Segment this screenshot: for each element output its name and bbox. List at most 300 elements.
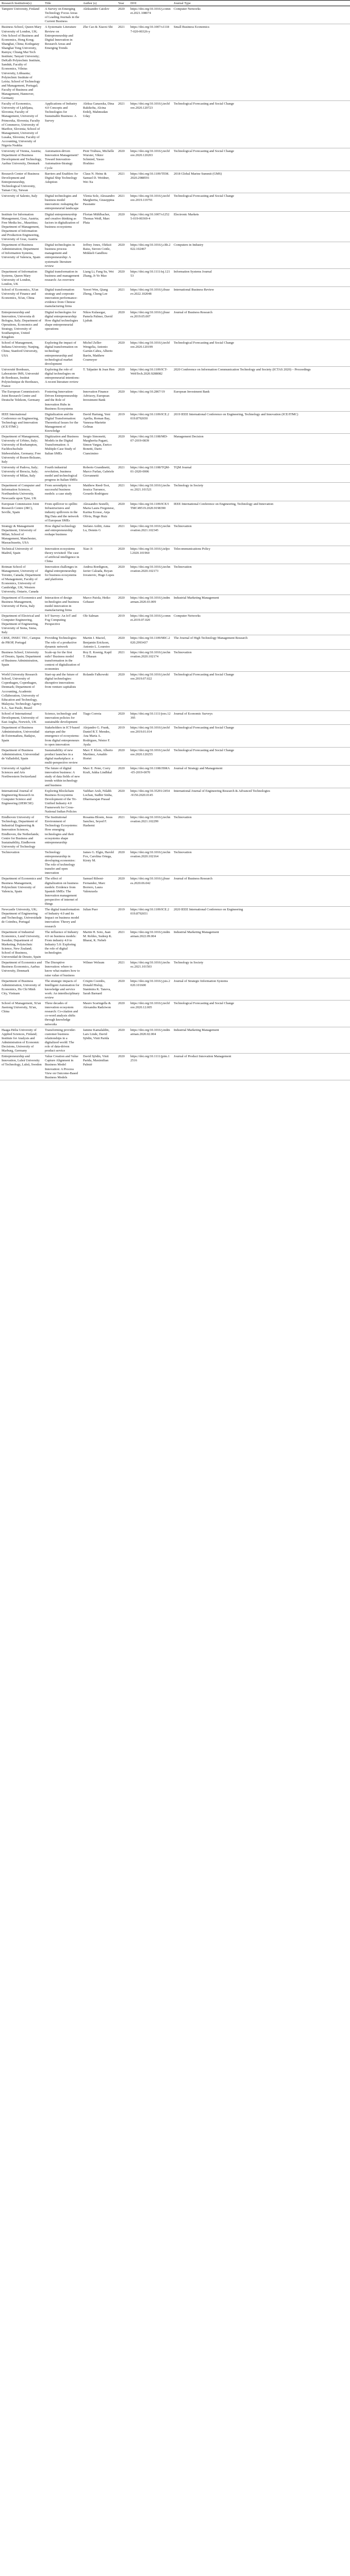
- cell-doi: https://doi.org/10.1016/j.telpol.2020.101960: [129, 546, 172, 564]
- cell-journal-type: Small Business Economics: [172, 24, 350, 101]
- cell-year: 2021: [116, 815, 129, 850]
- cell-journal-type: The Journal of High Technology Management Research: [172, 635, 350, 649]
- table-row: [0, 907, 350, 929]
- cell-journal-type: Technological Forecasting and Social Change: [172, 747, 350, 765]
- cell-journal-type: Technovation: [172, 523, 350, 546]
- cell-year: 2020: [116, 1001, 129, 1027]
- cell-institution: Department of Industrial Economics, Lund University, Sweden; Department of Marketing, Polytechnic Science, New Zealand; School of Business, Universidad de Deusto, Spain: [0, 929, 43, 960]
- cell-institution: Institute for Information Management, Graz, Austria; Free Media Inc., Mauritius; Department of Management, Department of Information and Production Engineering, University of Graz, Austria: [0, 211, 43, 242]
- cell-authors: Tiago Correia: [81, 711, 116, 725]
- table-row: [0, 649, 350, 671]
- table-row: [0, 389, 350, 411]
- cell-title: Digitization and Business Models in the Digital Transformation: A Multiple-Case Study of Italian SMEs: [43, 434, 81, 465]
- cell-authors: David Hartung, Yeni Aprilia, Roman Bay, Vanessa-Mariette Gelinas: [81, 411, 116, 433]
- cell-journal-type: Computer Networks: [172, 613, 350, 635]
- cell-year: 2020: [116, 766, 129, 788]
- cell-title: Transforming provider-customer business relationships in a digitalized world: The role of data-driven product service: [43, 1027, 81, 1054]
- cell-authors: Martin J. Maciel, Benjamin Erickson, Antonio L. Loureiro: [81, 635, 116, 649]
- table-row: [0, 595, 350, 613]
- cell-doi: https://doi.org/10.1108/MD-07-2019-0839: [129, 434, 172, 465]
- cell-journal-type: International Journal of Engineering Research & Advanced Technologies: [172, 788, 350, 815]
- cell-journal-type: Technology in Society: [172, 960, 350, 978]
- cell-journal-type: Management Decision: [172, 434, 350, 465]
- cell-journal-type: Journal of Strategic Information Systems: [172, 978, 350, 1000]
- cell-title: Digital entrepreneurship and creative thinking as factors in digitalization of business ecosystems: [43, 211, 81, 242]
- cell-title: The effect of digitalization on business models: Evidence from Spanish SMEs: The Innovation management perspective of internet of things: [43, 876, 81, 907]
- cell-title: Digital technologies in business process management and entrepreneurship: A systematic literature review: [43, 242, 81, 269]
- cell-authors: David Sjödin, Vinit Parida, Maximilian Palmié: [81, 1054, 116, 1080]
- cell-authors: Vaibhav Arsh, Nilabh Lochan, Sudhir Sinha, Dharmarajan Prasad: [81, 788, 116, 815]
- cell-journal-type: Computers in Industry: [172, 242, 350, 269]
- cell-doi: https://doi.org/10.1016/j.techsoc.2021.101521: [129, 483, 172, 501]
- cell-authors: Zhe Cao & Xiaoxi Shi: [81, 24, 116, 101]
- cell-title: Science, technology and innovation policies for sustainable development: [43, 711, 81, 725]
- table-row: [0, 309, 350, 340]
- cell-institution: Department of Electrical and Computer Engineering, Department of Engineering, University of Siena, Siena, Italy: [0, 613, 43, 635]
- table-row: [0, 340, 350, 367]
- cell-year: 2020: [116, 747, 129, 765]
- cell-authors: Matthew Reed-Tsoi, Jessica Turrance, Gerardo Rodriguez: [81, 483, 116, 501]
- cell-authors: Ole Salman: [81, 613, 116, 635]
- table-row: [0, 523, 350, 546]
- cell-year: 2020: [116, 434, 129, 465]
- cell-year: 2021: [116, 24, 129, 101]
- header-journal-type: Journal Type: [172, 1, 350, 6]
- cell-title: The future of digital innovation business: A study of data fields of new trends within technology and business: [43, 766, 81, 788]
- table-row: [0, 501, 350, 523]
- cell-year: 2021: [116, 523, 129, 546]
- table-row: [0, 268, 350, 286]
- cell-doi: https://doi.org/10.1016/j.chb.2022.102467: [129, 242, 172, 269]
- table-row: [0, 1027, 350, 1054]
- cell-institution: Newcastle University, UK; Department of Engineering and Technology, Universidade de Coimbra, Portugal: [0, 907, 43, 929]
- cell-year: 2020: [116, 242, 129, 269]
- cell-title: The digital transformation of Industry 4.0 and its Impact on business model innovation: Theory and research: [43, 907, 81, 929]
- cell-authors: Jeffrey Jones, Oleksii Raiss, Steven Cottle, Miikkeli Gandhou: [81, 242, 116, 269]
- table-row: [0, 6, 350, 24]
- cell-institution: Research Center of Business Development and Entrepreneurship, Technological University, Tainan City, Taiwan: [0, 171, 43, 193]
- cell-year: 2021: [116, 483, 129, 501]
- cell-doi: https://doi.org/10.1108/TQM-01-2020-0006: [129, 464, 172, 482]
- cell-journal-type: Technovation: [172, 649, 350, 671]
- cell-authors: Michel Zeller-Wengelia, Antonio Garrán-Cabra, Alberto Barón, Matthew Cournoyer: [81, 340, 116, 367]
- cell-doi: https://doi.org/10.1016/j.comnet.2021.108074: [129, 6, 172, 24]
- cell-authors: Piotr Trubuss, Michelle Wurster, Viktor Schmied, Yasuo Hoshino: [81, 148, 116, 171]
- cell-authors: Marco Paiola, Heiko Gebauer: [81, 595, 116, 613]
- table-row: [0, 24, 350, 101]
- table-row: [0, 978, 350, 1000]
- cell-title: Start-up and the future of digital technologies: disruptive innovations from venture capitalists: [43, 672, 81, 711]
- cell-year: 2020: [116, 1054, 129, 1080]
- cell-title: Scale-up for the first mile? Business model transformation in the context of digitalization of economies: [43, 649, 81, 671]
- table-row: [0, 849, 350, 876]
- cell-journal-type: Telecommunications Policy: [172, 546, 350, 564]
- cell-doi: https://doi.org/10.1016/j.comnet.2019.07.020: [129, 613, 172, 635]
- cell-year: 2021: [116, 960, 129, 978]
- header-year: Year: [116, 1, 129, 6]
- table-row: [0, 366, 350, 388]
- cell-authors: Rosanna Bloem, Jesus Sanchez, Seyed F. Hashemi: [81, 815, 116, 850]
- cell-doi: https://doi.org/10.1109/ICT-WebTech.2020.9288082: [129, 366, 172, 388]
- cell-journal-type: Information Systems Journal: [172, 268, 350, 286]
- cell-institution: European Commission Joint Research Centre (JRC), Seville, Spain: [0, 501, 43, 523]
- cell-journal-type: Industrial Marketing Management: [172, 929, 350, 960]
- cell-title: Exploring Blockchain Business Ecosystems Development of the Tri-Unified Industry 4.0 Framework for Cross-National Indian Policies: [43, 788, 81, 815]
- cell-title: Applications of Industry 4.0 Concepts and Technologies for Sustainable Business: A Survey: [43, 101, 81, 148]
- cell-authors: Marc F. Klein, Alberto Martínez, Arnaldo Hortet: [81, 747, 116, 765]
- cell-authors: Samuel Riboni-Fernandez, Marc Borrero, Laura Valenzuela: [81, 876, 116, 907]
- cell-year: 2020: [116, 711, 129, 725]
- cell-doi: https://doi.org/10.1109/MIC.2020.2993437: [129, 635, 172, 649]
- cell-year: 2020: [116, 6, 129, 24]
- cell-journal-type: Technological Forecasting and Social Change: [172, 1001, 350, 1027]
- cell-journal-type: 2020 Conference on Information Communication Technology and Society (ICTAS 2020) – Proceedings: [172, 366, 350, 388]
- cell-year: 2020: [116, 672, 129, 711]
- cell-journal-type: Technological Forecasting and Social Change: [172, 725, 350, 747]
- cell-year: 2021: [116, 171, 129, 193]
- cell-authors: Marc E. Peter, Corry Kraft, Jukka Lindhkal: [81, 766, 116, 788]
- cell-institution: Entrepreneurship and Innovation, Luleå University of Technology, Luleå, Sweden: [0, 1054, 43, 1080]
- cell-journal-type: Technological Forecasting and Social Change: [172, 101, 350, 148]
- cell-title: Value Creation and Value Capture Alignment in Business Model Innovation: A Process View on Outcome-Based Business Models: [43, 1054, 81, 1080]
- cell-authors: Martin H. Soto, Juan M. Robles, Sudeep K. Bharat, K. Nebeb: [81, 929, 116, 960]
- table-row: [0, 211, 350, 242]
- table-row: [0, 672, 350, 711]
- cell-title: Exploring the impact of digital transformation on technology entrepreneurship and technological market development: [43, 340, 81, 367]
- cell-institution: Strategy & Management Department, University of Milan; School of Management, Manchester, Massachusetts, USA: [0, 523, 43, 546]
- cell-authors: Xiao Ji: [81, 546, 116, 564]
- table-body: [0, 6, 350, 1080]
- cell-title: Fourth industrial revolution, business model and technological progress in Italian SMEs: [43, 464, 81, 482]
- table-row: [0, 876, 350, 907]
- table-row: [0, 287, 350, 309]
- cell-institution: Department of Information Systems, Queen Mary University of London, London, UK: [0, 268, 43, 286]
- cell-journal-type: Technovation: [172, 815, 350, 850]
- cell-institution: Department of Business Administration, Universidad de Valladolid, Spain: [0, 747, 43, 765]
- cell-journal-type: Electronic Markets: [172, 211, 350, 242]
- cell-journal-type: 2018 Global Marine Summit (GMS): [172, 171, 350, 193]
- table-row: [0, 1001, 350, 1027]
- cell-doi: https://doi.org/10.1016/j.techfore.2020.120255: [129, 747, 172, 765]
- cell-institution: Business School, University of Deusto, Spain; Department of Business Administration, Spain: [0, 649, 43, 671]
- cell-institution: CRSE, INSEC TEC, Campus de PROP, Portugal: [0, 635, 43, 649]
- cell-doi: https://doi.org/10.1109/ICE.2019.8792651: [129, 907, 172, 929]
- table-row: [0, 193, 350, 211]
- cell-authors: Mauro Scaringella & Alexandra Radziwon: [81, 1001, 116, 1027]
- cell-doi: https://doi.org/10.1016/j.techfore.2019.07.022: [129, 672, 172, 711]
- cell-doi: https://doi.org/10.1109/TEM.2020.2988591: [129, 171, 172, 193]
- cell-year: 2021: [116, 101, 129, 148]
- cell-institution: International Journal of Engineering Research in Computer Science and Engineering (IJERCSE): [0, 788, 43, 815]
- cell-institution: Technovation: [0, 849, 43, 876]
- table-row: [0, 171, 350, 193]
- cell-doi: https://doi.org/10.1016/j.techfore.2020.12.005: [129, 1001, 172, 1027]
- table-row: [0, 788, 350, 815]
- cell-journal-type: Technology in Society: [172, 483, 350, 501]
- cell-year: 2020: [116, 595, 129, 613]
- cell-year: 2020: [116, 849, 129, 876]
- cell-doi: https://doi.org/10.1016/j.jbusres.2020.06.042: [129, 876, 172, 907]
- table-header: [0, 1, 350, 6]
- table-row: [0, 725, 350, 747]
- cell-institution: School of Management, Indiana University; Nanjing, China; Stanford University, USA: [0, 340, 43, 367]
- header-doi: DOI: [129, 1, 172, 6]
- table-row: [0, 546, 350, 564]
- table-row: [0, 464, 350, 482]
- cell-year: 2019: [116, 411, 129, 433]
- cell-title: Fostering Innovation-Driven Entrepreneurship and the Role of Innovation Hubs in Business Ecosystems: [43, 389, 81, 411]
- cell-title: The Disruptive Innovation: where to know what matters how to raise value of business: [43, 960, 81, 978]
- cell-institution: University of Vienna, Austria; Department of Business Development and Technology, Aarhus University, Denmark: [0, 148, 43, 171]
- cell-journal-type: Journal of Strategy and Management: [172, 766, 350, 788]
- cell-institution: Department of Computer and Information Sciences, Northumbria University, Newcastle upon Tyne, UK: [0, 483, 43, 501]
- cell-year: 2020: [116, 501, 129, 523]
- cell-institution: Department of Business Administration, Universidad de Extremadura, Badajoz, Spain: [0, 725, 43, 747]
- cell-institution: Faculty of Economics, University of Ljubljana, Slovenia; Faculty of Management, University of Primorska, Slovenia; Faculty of Commerce, University of Maribor, Slovenia; School of Management, University of Lusaka, Slovenia; Faculty of Accounting, University of Nigeria Nsukka: [0, 101, 43, 148]
- cell-title: Digital technologies for digital entrepreneurship: How digital technologies shape entrepreneurial operations: [43, 309, 81, 340]
- cell-journal-type: European Investment Bank: [172, 389, 350, 411]
- cell-year: 2020: [116, 546, 129, 564]
- cell-authors: Roy E. Koenig, Kapil T. Dhasan: [81, 649, 116, 671]
- cell-doi: https://doi.org/10.1007/s12525-019-00369-4: [129, 211, 172, 242]
- cell-title: Automation-driven Innovation Management? Toward Innovation-Automation-Strategy Cycle: [43, 148, 81, 171]
- cell-journal-type: Journal of Product Innovation Management: [172, 1054, 350, 1080]
- cell-journal-type: Technovation: [172, 849, 350, 876]
- cell-authors: Alessandro Sestelli, Maria Laura Fregonese, Karina Ecosse, Anja Olivia, Hugo Ruiz: [81, 501, 116, 523]
- cell-institution: Business School, Queen Mary University of London, UK; Orts School of Business and Economics, Hong Kong; Shanghai, China; Kodegatay Shanghai Tong University, Ramyu; Chiang Mai Tech Institute; Tanyati University; DeKalb Polytechnic Institute, Sanduk; Faculty of Economics, Vilnius University, Lithuania; Polytechnic Institute of Leiria; School of Technology and Management, Portugal; Faculty of Business and Management, Hannover, Germany: [0, 24, 43, 101]
- cell-year: 2020: [116, 788, 129, 815]
- cell-authors: T. Talpatier & Jean Hen: [81, 366, 116, 388]
- cell-year: 2019: [116, 725, 129, 747]
- cell-year: 2020: [116, 211, 129, 242]
- table-row: [0, 960, 350, 978]
- table-row: [0, 929, 350, 960]
- cell-authors: Yuwei Wen, Qiang Zheng, Cheng Lee: [81, 287, 116, 309]
- cell-title: Providing Technologies: The role of a productive dynamic network: [43, 635, 81, 649]
- cell-authors: Sergio Simonetti, Margherita Pagani, Simon Vargas, Enrico Bonetti, Dario Ciancimino: [81, 434, 116, 465]
- cell-journal-type: Computer Networks: [172, 6, 350, 24]
- table-row: [0, 411, 350, 433]
- cell-institution: School of International Development, University of East Anglia, Norwich, UK: [0, 711, 43, 725]
- cell-authors: Julian Puer: [81, 907, 116, 929]
- cell-journal-type: Technological Forecasting and Social Change: [172, 193, 350, 211]
- cell-doi: https://doi.org/10.1016/j.technovation.2020.102174: [129, 649, 172, 671]
- cell-journal-type: Journal of Business Research: [172, 309, 350, 340]
- cell-journal-type: Technological Forecasting and Social Change: [172, 148, 350, 171]
- cell-title: Interaction of design technologies and business model innovation in manufacturing firms: [43, 595, 81, 613]
- cell-year: 2021: [116, 464, 129, 482]
- cell-institution: School of Economics, Xi'an University of Finance and Economics, Xi'an, China: [0, 287, 43, 309]
- cell-authors: Rolande Falkowski: [81, 672, 116, 711]
- cell-year: 2021: [116, 649, 129, 671]
- cell-institution: Department of Management, University of Urbino, Italy; University of Roehampton, Fachhochschule Südwestfalen, Germany; Free University of Bozen-Bolzano, Italy: [0, 434, 43, 465]
- cell-doi: https://doi.org/10.2867/19: [129, 389, 172, 411]
- table-row: [0, 1054, 350, 1080]
- cell-doi: https://doi.org/10.1016/j.jbusres.2019.05.007: [129, 309, 172, 340]
- cell-doi: https://doi.org/10.1016/j.indmarman.2020.02.004: [129, 1027, 172, 1054]
- cell-year: 2020: [116, 340, 129, 367]
- cell-doi: https://doi.org/10.1016/j.techfore.2019.119791: [129, 193, 172, 211]
- cell-journal-type: IEEE International Conference on Engineering, Technology and Innovation: [172, 501, 350, 523]
- cell-year: 2020: [116, 876, 129, 907]
- cell-institution: Entrepreneurship and Innovation, Universita di Bologna, Italy; Department of Operations, Economics and Strategy, University of Southampton, United Kingdom: [0, 309, 43, 340]
- cell-title: How digital technology and entrepreneurship reshape business: [43, 523, 81, 546]
- cell-authors: Alejandro G. Frank, Daniel R.T. Mendes, Ana Maria A. Rodrigues, Néstor F. Ayala: [81, 725, 116, 747]
- cell-journal-type: 2020 IEEE International Conference on Engineering: [172, 907, 350, 929]
- cell-year: 2020: [116, 148, 129, 171]
- cell-year: 2020: [116, 268, 129, 286]
- cell-doi: https://doi.org/10.1016/j.techsoc.2021.101503: [129, 960, 172, 978]
- cell-year: 2021: [116, 193, 129, 211]
- cell-title: From serendipity to successful business models: a case study: [43, 483, 81, 501]
- cell-year: 2020: [116, 309, 129, 340]
- cell-institution: Technical University of Madrid, Spain: [0, 546, 43, 564]
- cell-title: A Systematic Literature Review on Entrepreneurship and Digital Innovation in Research Areas and Emerging Trends: [43, 24, 81, 101]
- table-row: [0, 148, 350, 171]
- cell-title: A Survey on Emerging Technology Focus Areas of Leading Journals in the Current Business: [43, 6, 81, 24]
- table-row: [0, 613, 350, 635]
- cell-doi: https://doi.org/10.1016/j.techfore.2019.01.014: [129, 725, 172, 747]
- cell-journal-type: Technological Forecasting and Social Change: [172, 340, 350, 367]
- cell-journal-type: International Business Review: [172, 287, 350, 309]
- cell-doi: https://doi.org/10.1016/j.technovation.2021.102299: [129, 815, 172, 850]
- cell-journal-type: 2019 IEEE International Conference on Engineering, Technology and Innovation (ICE/ITMC): [172, 411, 350, 433]
- cell-authors: Stefano Arditi, Anna Lu, Dennis G: [81, 523, 116, 546]
- header-row: [0, 1, 350, 6]
- cell-authors: Ylenia Sole, Alessandro Margherita, Giuseppina Passiante: [81, 193, 116, 211]
- cell-journal-type: Technological Forecasting and Social Change: [172, 672, 350, 711]
- cell-institution: School of Management, Xi'an Jiaotong University, Xi'an, China: [0, 1001, 43, 1027]
- cell-year: 2020: [116, 564, 129, 595]
- cell-title: IoT Survey: An IoT and Fog Computing Perspective: [43, 613, 81, 635]
- cell-institution: World University Research School, University of Copenhagen, Copenhagen, Denmark; Department of Accounting, Academic Collaboration, University of Education and Technology, Malaysia; Technology Agency S.A., Sao Paulo, Brazil: [0, 672, 43, 711]
- cell-authors: Andrea Bordignon, Javier Calzada, Boyan Jovanovic, Hugo Lopes: [81, 564, 116, 595]
- table-row: [0, 815, 350, 850]
- cell-year: 2020: [116, 978, 129, 1000]
- cell-doi: https://doi.org/10.1016/j.jsis.2020.101600: [129, 978, 172, 1000]
- cell-institution: The European Commission's Joint Research Centre and Deutsche Telekom, Germany: [0, 389, 43, 411]
- table-row: [0, 483, 350, 501]
- cell-year: 2021: [116, 929, 129, 960]
- cell-authors: Claus N. Heinz & Samuel D. Weidner, Wei Xu: [81, 171, 116, 193]
- cell-journal-type: Journal of Business Research: [172, 876, 350, 907]
- cell-doi: https://doi.org/10.1109/ICE.2019.8792650: [129, 411, 172, 433]
- cell-doi: https://doi.org/10.1016/j.indmarman.2020.03.009: [129, 595, 172, 613]
- cell-doi: https://doi.org/10.1111/jpim.12516: [129, 1054, 172, 1080]
- cell-authors: Aleksa Ganaoska, Dina Rakikoba, Alcina Erdelj, Mahmudan Uday: [81, 101, 116, 148]
- cell-authors: Nikos Kulasegar, Pamela Palmer, David Ljubak: [81, 309, 116, 340]
- cell-title: The Institutional Environment of Technology Ecosystems: How emerging technologies and their ecosystems shape entrepreneurship: [43, 815, 81, 850]
- cell-doi: https://doi.org/10.1016/j.techfore.2020.120723: [129, 101, 172, 148]
- cell-title: Stakeholders in ICT-based startups and the emergence of ecosystems: from digital entrepreneurs to open innovation: [43, 725, 81, 747]
- header-title: Title: [43, 1, 81, 6]
- cell-institution: Haaga-Helia University of Applied Sciences, Finland; Institute for Analysis and Administration of Economic Decisions, University of Marburg, Germany: [0, 1027, 43, 1054]
- cell-authors: Jamme Kamalaldin, Lars Linde, David Sjödin, Vinit Parida: [81, 1027, 116, 1054]
- header-institution: Research Institution(s): [0, 1, 43, 6]
- cell-title: Innovation challenges in digital entrepreneurship for business ecosystems and platforms: [43, 564, 81, 595]
- cell-title: Barriers and Enablers for Digital Ship Technology Adoption: [43, 171, 81, 193]
- cell-title: Digital technologies and business model innovation: reshaping the entrepreneurial landscape: [43, 193, 81, 211]
- cell-year: 2019: [116, 907, 129, 929]
- cell-institution: Department of Economics and Business Management, Polytechnic University of Valencia, Spain: [0, 876, 43, 907]
- cell-authors: James G. Elgin, Harold Fox, Carolina Ortega, Kirsty M.: [81, 849, 116, 876]
- cell-authors: Wilmer Welsum: [81, 960, 116, 978]
- cell-doi: https://doi.org/10.1111/isj.12153: [129, 268, 172, 286]
- cell-institution: Department of Economics and Business Management, University of Pavia, Italy: [0, 595, 43, 613]
- cell-journal-type: TQM Journal: [172, 464, 350, 482]
- cell-institution: University of Padova, Italy; University of Brescia, Italy; University of Milan, Italy: [0, 464, 43, 482]
- cell-title: From spillover to spillin: Infrastructures and industry spillovers in the Big Data and the network of European SMEs: [43, 501, 81, 523]
- cell-year: 2020: [116, 1027, 129, 1054]
- table-row: [0, 564, 350, 595]
- cell-authors: Innovation Finance Advisory, European Investment Bank: [81, 389, 116, 411]
- cell-doi: https://doi.org/10.1109/ICE/ITMC49519.2020.9198390: [129, 501, 172, 523]
- cell-title: Exploring the role of digital technologies on entrepreneurial intentions: A recent literature review: [43, 366, 81, 388]
- table-row: [0, 711, 350, 725]
- cell-doi: https://doi.org/10.1016/j.techfore.2020.120203: [129, 148, 172, 171]
- cell-year: 2020: [116, 366, 129, 388]
- cell-institution: Tampere University, Finland: [0, 6, 43, 24]
- cell-doi: https://doi.org/10.1111/joes.12395: [129, 711, 172, 725]
- cell-title: Digital transformation strategy and corporate innovation performance: evidence from Chinese manufacturing firms: [43, 287, 81, 309]
- cell-journal-type: Industrial Marketing Management: [172, 595, 350, 613]
- cell-year: 2020: [116, 635, 129, 649]
- table-row: [0, 434, 350, 465]
- cell-journal-type: Technovation: [172, 564, 350, 595]
- table-row: [0, 747, 350, 765]
- cell-title: Three decades of innovation ecosystem research: Co-citation and co-word analysis shifts through knowledge networks: [43, 1001, 81, 1027]
- table-row: [0, 101, 350, 148]
- table-row: [0, 766, 350, 788]
- cell-doi: https://doi.org/10.1016/j.technovation.2020.102164: [129, 849, 172, 876]
- cell-authors: Aleksandre Caiolov: [81, 6, 116, 24]
- cell-institution: University of Applied Sciences and Arts Northwestern Switzerland: [0, 766, 43, 788]
- cell-institution: University of Salento, Italy: [0, 193, 43, 211]
- cell-title: Digitalization and the Digital Transformation: Theoretical Issues for the Management of Knowledge: [43, 411, 81, 433]
- cell-authors: Florian Mühlbacher, Thomas Weiß, Marc Pluta: [81, 211, 116, 242]
- table-row: [0, 635, 350, 649]
- cell-institution: Eindhoven University of Technology, Department of Industrial Engineering & Innovation Sciences, Eindhoven, the Netherlands; Centre for Business and Sustainability, Eindhoven University of Technology: [0, 815, 43, 850]
- cell-journal-type: Journal of Economic Surveys: [172, 711, 350, 725]
- cell-title: The strategic impacts of Intelligent Automation for knowledge and service work: An interdisciplinary review: [43, 978, 81, 1000]
- table-row: [0, 242, 350, 269]
- cell-year: 2021: [116, 287, 129, 309]
- cell-institution: Université Bordeaux, Laboratoire IMS, Université de Bordeaux, Institut Polytechnique de Bordeaux, France: [0, 366, 43, 388]
- cell-doi: https://doi.org/10.1016/j.indmarman.2022.09.004: [129, 929, 172, 960]
- cell-doi: https://doi.org/10.1016/j.technovation.2021.102345: [129, 523, 172, 546]
- cell-authors: Crispin Coombs, Donald Hislop, Stanimira K. Taneva, Sarah Barnard: [81, 978, 116, 1000]
- cell-doi: https://doi.org/10.1007/s11187-020-00326-y: [129, 24, 172, 101]
- cell-institution: IEEE International Conference on Engineering, Technology and Innovation (ICE/ITMC): [0, 411, 43, 433]
- cell-doi: https://doi.org/10.1108/JSMA-05-2019-0070: [129, 766, 172, 788]
- cell-institution: Rotman School of Management, University of Toronto, Canada; Department of Management, Faculty of Economics, University of Cambridge, UK; Western University, Ontario, Canada: [0, 564, 43, 595]
- cell-authors: Liang Li, Fang Su, Wei Zhang, Ji-Ye Mao: [81, 268, 116, 286]
- cell-doi: https://doi.org/10.1016/j.techfore.2020.120199: [129, 340, 172, 367]
- cell-title: Digital transformation in business and management research: An overview: [43, 268, 81, 286]
- cell-institution: Department of Business Administration, University of Economics, Ho Chi Minh City, Vietnam: [0, 978, 43, 1000]
- cell-title: Innovation ecosystems theory revisited: The case of artificial intelligence in China: [43, 546, 81, 564]
- cell-authors: Roberto Grandinetti, Marco Furlan, Gabriele Giovannetti: [81, 464, 116, 482]
- cell-title: Technology entrepreneurship in developing economies: The role of technology transfer and open innovation: [43, 849, 81, 876]
- cell-doi: https://doi.org/10.1016/j.technovation.2020.102173: [129, 564, 172, 595]
- header-authors: Author (s): [81, 1, 116, 6]
- cell-title: The influence of Industry 4.0 on business models: From industry 4.0 to Industry 5.0: Exploring the role of digital technologies: [43, 929, 81, 960]
- cell-journal-type: Industrial Marketing Management: [172, 1027, 350, 1054]
- cell-year: 2019: [116, 613, 129, 635]
- cell-year: 2020: [116, 389, 129, 411]
- cell-doi: https://doi.org/10.1016/j.ibusrev.2022.102048: [129, 287, 172, 309]
- cell-title: Sustainability of new product launches in a digital marketplace: a multi-perspective review: [43, 747, 81, 765]
